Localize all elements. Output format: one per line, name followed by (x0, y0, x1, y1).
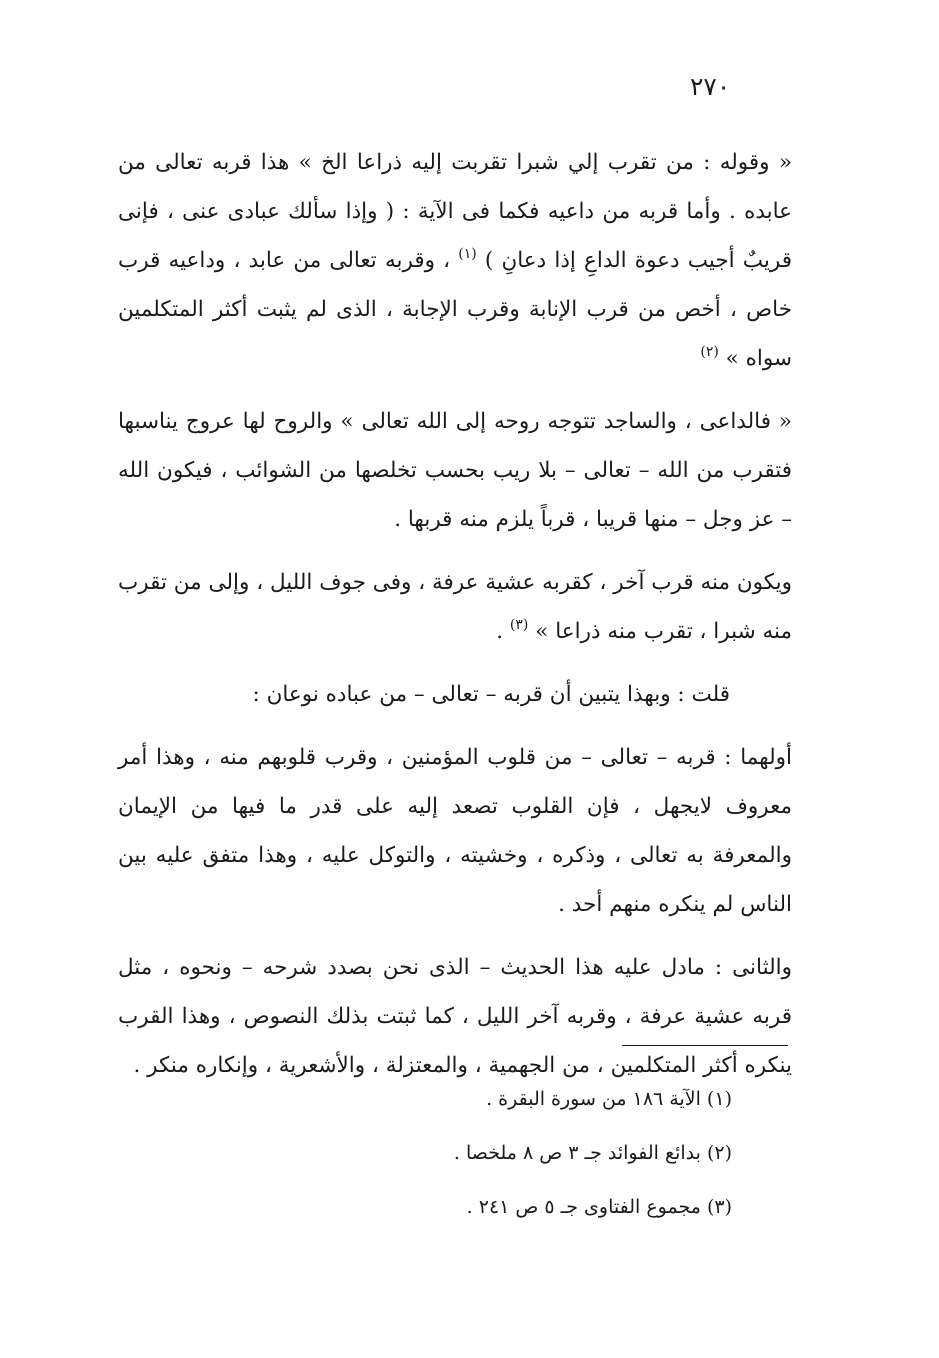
footnote-divider (622, 1045, 788, 1046)
paragraph-text: « وقوله : من تقرب إلي شبرا تقربت إليه ذراعا الخ » هذا قربه تعالى من عابده . وأما قربه من داعيه فكما فى الآية : ( وإذا سألك عبادى عنى ، فإنى قريبٌ أجيب دعوة الداعِ إذا دعانِ ) (118, 150, 792, 273)
footnote-3: (٣) مجموع الفتاوى جـ ٥ ص ٢٤١ . (466, 1196, 732, 1218)
footnote-ref-2: (٢) (700, 344, 719, 360)
paragraph-1 (118, 138, 792, 383)
paragraph-2 (118, 397, 792, 544)
paragraph-text: قلت : وبهذا يتبين أن قربه – تعالى – من عباده نوعان : (252, 682, 730, 707)
paragraph-3 (118, 558, 792, 656)
footnote-ref-3: (٣) (509, 617, 529, 633)
paragraph-6 (118, 943, 792, 1090)
footnote-ref-1: (١) (458, 246, 477, 262)
paragraph-5 (118, 733, 792, 929)
paragraph-text: ، وقربه تعالى من عابد ، وداعيه قرب خاص ، أخص من قرب الإنابة وقرب الإجابة ، الذى لم يثبت أكثر المتكلمين سواه » (118, 248, 792, 371)
paragraph-4 (118, 670, 792, 719)
page-number: ٢٧٠ (690, 72, 731, 101)
body-text (118, 138, 792, 1104)
paragraph-text: والثانى : مادل عليه هذا الحديث – الذى نحن بصدد شرحه – ونحوه ، مثل قربه عشية عرفة ، وقربه آخر الليل ، كما ثبتت بذلك النصوص ، وهذا القرب ينكره أكثر المتكلمين ، من الجهمية ، والمعتزلة ، والأشعرية ، وإنكاره منكر . (118, 955, 792, 1078)
footnote-1: (١) الآية ١٨٦ من سورة البقرة . (486, 1088, 732, 1110)
paragraph-text: « فالداعى ، والساجد تتوجه روحه إلى الله تعالى » والروح لها عروج يناسبها فتقرب من الله – تعالى – بلا ريب بحسب تخلصها من الشوائب ، فيكون الله – عز وجل – منها قريبا ، قرباً يلزم منه قربها . (118, 409, 792, 532)
footnotes (300, 1072, 732, 1234)
footnote-2: (٢) بدائع الفوائد جـ ٣ ص ٨ ملخصا . (453, 1142, 732, 1164)
paragraph-text: أولهما : قربه – تعالى – من قلوب المؤمنين ، وقرب قلوبهم منه ، وهذا أمر معروف لايجهل ، فإن القلوب تصعد إليه على قدر ما فيها من الإيمان والمعرفة به تعالى ، وذكره ، وخشيته ، والتوكل عليه ، وهذا متفق عليه بين الناس لم ينكره منهم أحد . (118, 745, 792, 917)
paragraph-text: . (496, 619, 504, 644)
paragraph-text: ويكون منه قرب آخر ، كقربه عشية عرفة ، وفى جوف الليل ، وإلى من تقرب منه شبرا ، تقرب منه ذراعا » (118, 570, 792, 644)
